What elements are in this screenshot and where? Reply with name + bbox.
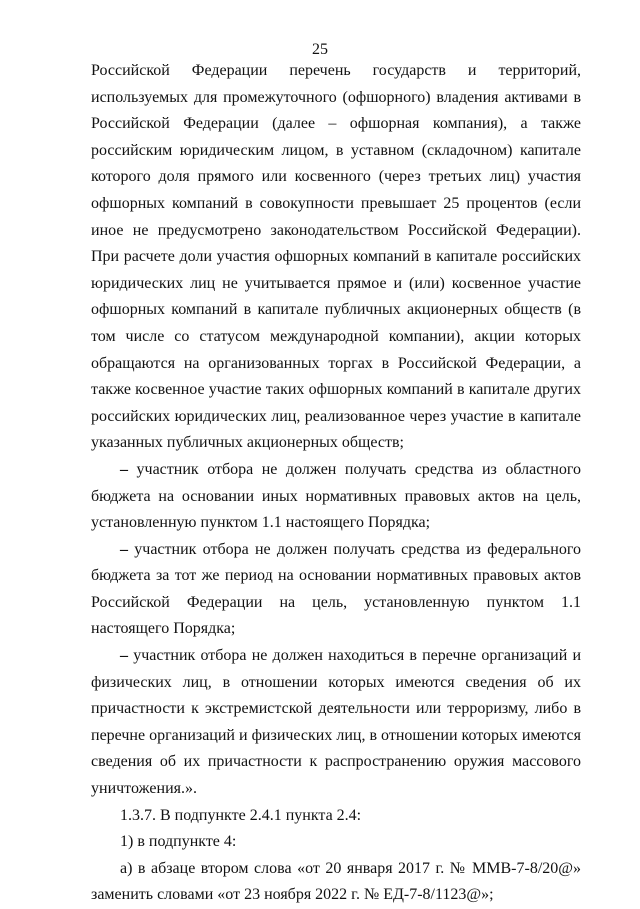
dash-marker: – [120,647,128,665]
list-item-text: участник отбора не должен получать средства из федерального бюджета за тот же период на основании нормативных правовых актов Российской Федерации на цель, установленную пунктом 1.1 настоящего Порядка; [91,540,581,638]
page-number: 25 [312,41,328,58]
list-item-text: участник отбора не должен получать средства из областного бюджета на основании иных нормативных правовых актов на цель, установленную пунктом 1.1 настоящего Порядка; [91,460,582,532]
paragraph-subpoint-4: 1) в подпункте 4: [120,833,237,851]
list-item-federal-budget [91,537,581,643]
list-item-text: участник отбора не должен находиться в перечне организаций и физических лиц, в отношении которых имеются сведения об их причастности к экстремистской деятельности или терроризму, либо в перечне организаций и физических лиц, в отношении которых имеются сведения об их причастности к распространению оружия массового уничтожения.». [91,647,582,798]
paragraph-offshore-definition: Российской Федерации перечень государств и территорий, используемых для промежуточного (офшорного) владения активами в Российской Федерации (далее – офшорная компания), а также российским юридическим лицом, в уставном (складочном) капитале которого доля прямого или косвенного (через третьих лиц) участия офшорных компаний в совокупности превышает 25 процентов (если иное не предусмотрено законодательством Российской Федерации). При расчете доли участия офшорных компаний в капитале российских юридических лиц не учитывается прямое и (или) косвенное участие офшорных компаний в капитале публичных акционерных обществ (в том числе со статусом международной компании), акции которых обращаются на организованных торгах в Российской Федерации, а также косвенное участие таких офшорных компаний в капитале других российских юридических лиц, реализованное через участие в капитале указанных публичных акционерных обществ; [91,62,581,452]
list-item-extremism-list [91,643,581,803]
paragraph-subclause-1-3-7: 1.3.7. В подпункте 2.4.1 пункта 2.4: [120,806,362,824]
document-body [91,58,581,909]
paragraph-replace-words: а) в абзаце втором слова «от 20 января 2017 г. № ММВ-7-8/20@» заменить словами «от 23 ноября 2022 г. № ЕД-7-8/1123@»; [91,859,581,904]
dash-marker: – [120,460,128,478]
list-item-regional-budget [91,457,581,537]
dash-marker: – [120,540,128,558]
